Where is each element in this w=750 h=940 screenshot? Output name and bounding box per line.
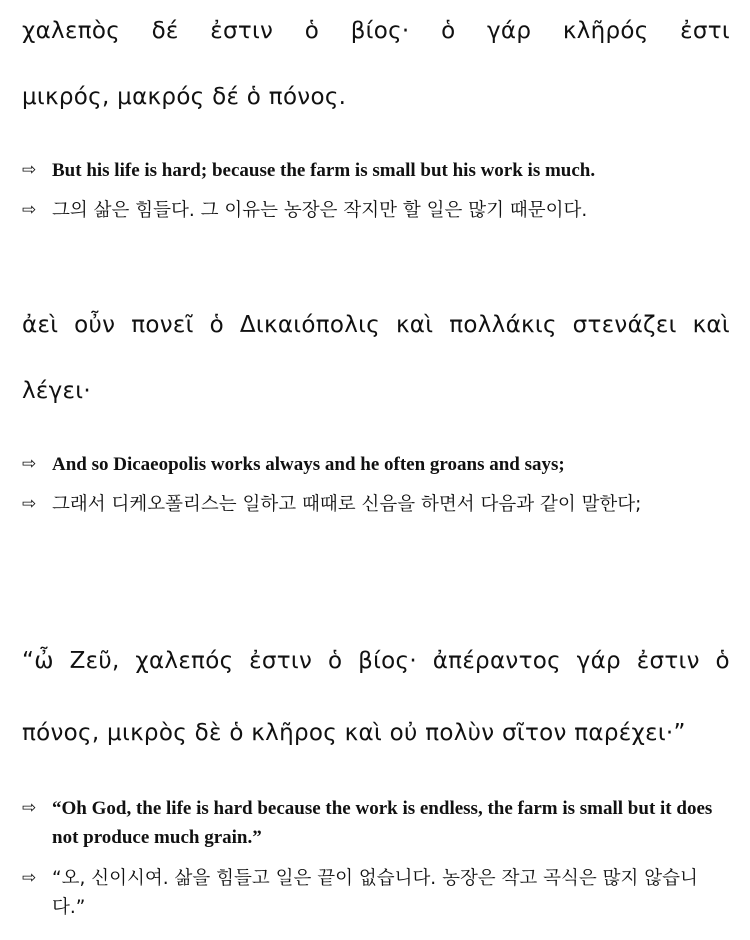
greek-word: ὁ (327, 648, 343, 674)
greek-line-2: πόνος, μικρὸς δὲ ὁ κλῆρος καὶ οὐ πολὺν σῖτον παρέχει·” (22, 720, 686, 746)
greek-word: Δικαιόπολις (239, 312, 381, 338)
greek-word: βίος· (358, 648, 417, 674)
english-text: But his life is hard; because the farm is small but his work is much. (52, 160, 596, 181)
greek-line-1 (22, 648, 730, 674)
greek-word: ἐστιν (210, 18, 274, 44)
arrow-icon: ⇨ (22, 200, 37, 220)
greek-word: οὖν (74, 312, 116, 338)
greek-word: πονεῖ (131, 312, 194, 338)
arrow-icon: ⇨ (22, 160, 37, 180)
greek-word: βίος· (350, 18, 410, 44)
greek-word: πολλάκις (449, 312, 557, 338)
greek-word: καὶ (692, 312, 730, 338)
greek-word: ὁ (209, 312, 224, 338)
greek-word: δέ (151, 18, 179, 44)
greek-word: ὁ (715, 648, 730, 674)
korean-text: 그의 삶은 힘들다. 그 이유는 농장은 작지만 할 일은 많기 때문이다. (52, 200, 588, 221)
greek-word: στενάζει (572, 312, 677, 338)
greek-line-2: λέγει· (22, 378, 91, 404)
greek-line-1 (22, 18, 730, 44)
greek-word: ὁ (441, 18, 456, 44)
korean-translation (22, 864, 734, 922)
english-translation (22, 156, 734, 185)
greek-word: “ὦ (22, 648, 54, 674)
english-translation (22, 450, 734, 479)
greek-line-2: μικρός, μακρός δέ ὁ πόνος. (22, 84, 347, 110)
greek-word: ἀεὶ (22, 312, 59, 338)
greek-line-1 (22, 312, 730, 338)
korean-translation (22, 196, 734, 225)
greek-word: ἀπέραντος (432, 648, 561, 674)
arrow-icon: ⇨ (22, 798, 37, 818)
arrow-icon: ⇨ (22, 494, 37, 514)
korean-text: 그래서 디케오폴리스는 일하고 때때로 신음을 하면서 다음과 같이 말한다; (52, 494, 642, 515)
arrow-icon: ⇨ (22, 868, 37, 888)
greek-word: χαλεπός (135, 648, 234, 674)
english-translation (22, 794, 734, 852)
arrow-icon: ⇨ (22, 454, 37, 474)
greek-word: γάρ (576, 648, 621, 674)
korean-translation (22, 490, 734, 519)
korean-text: “오, 신이시여. 삶을 힘들고 일은 끝이 없습니다. 농장은 작고 곡식은 많지 않습니다.” (52, 868, 698, 918)
greek-word: καὶ (395, 312, 434, 338)
greek-word: Ζεῦ, (69, 648, 120, 674)
english-text: And so Dicaeopolis works always and he often groans and says; (52, 454, 565, 475)
greek-word: ἐστι (680, 18, 730, 44)
greek-word: χαλεπὸς (22, 18, 121, 44)
greek-word: ἐστιν (249, 648, 313, 674)
greek-word: ἐστιν (636, 648, 700, 674)
greek-word: κλῆρός (562, 18, 649, 44)
english-text: “Oh God, the life is hard because the work is endless, the farm is small but it does not produce much grain.” (52, 798, 713, 848)
greek-word: ὁ (304, 18, 320, 44)
greek-word: γάρ (487, 18, 532, 44)
